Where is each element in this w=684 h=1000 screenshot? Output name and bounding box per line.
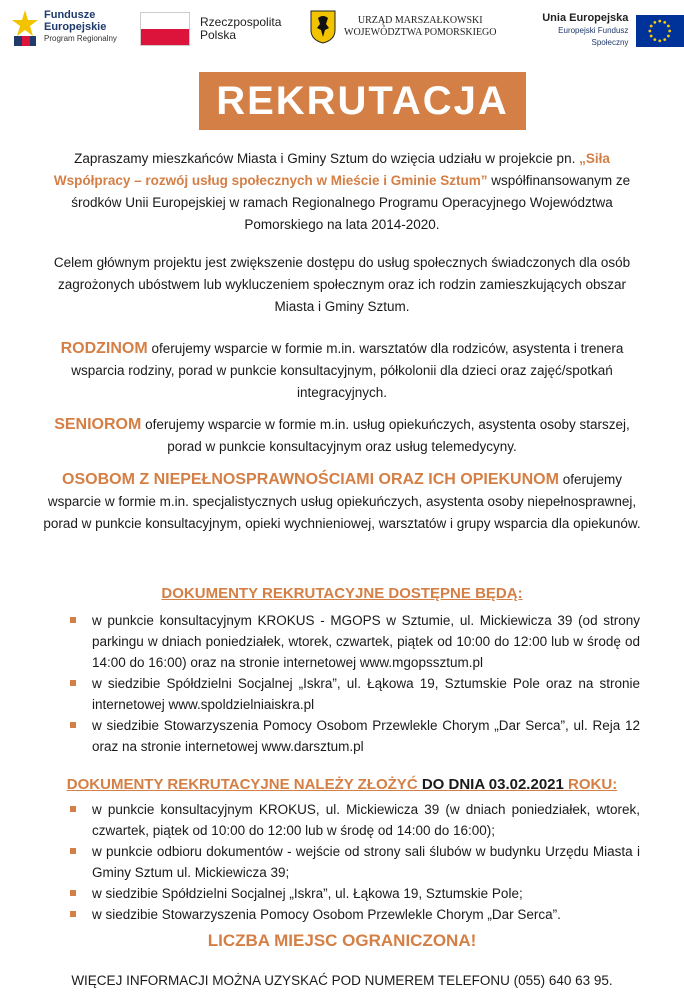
- um-line2: WOJEWÓDZTWA POMORSKIEGO: [344, 27, 497, 38]
- intro-part2: współfinansowanym ze środków Unii Europejskiej w ramach Regionalnego Programu Operacyjnego Województwa Pomorskiego na lata 2014-2020.: [71, 173, 631, 232]
- pomorskie-crest-icon: [310, 10, 336, 44]
- intro-paragraph: [40, 148, 644, 236]
- disabled-paragraph: [40, 469, 644, 535]
- docs-available-heading: DOKUMENTY REKRUTACYJNE DOSTĘPNE BĘDĄ:: [161, 585, 523, 602]
- logo-fundusze-europejskie: [12, 6, 117, 48]
- limited-places-notice: LICZBA MIEJSC OGRANICZONA!: [207, 931, 477, 950]
- docs-submit-list: [70, 799, 640, 925]
- submit-deadline: DO DNIA 03.02.2021: [421, 776, 564, 793]
- logo-bar: [0, 0, 684, 58]
- fe-line3: Program Regionalny: [44, 34, 117, 43]
- rp-line2: Polska: [200, 28, 237, 42]
- rekrutacja-banner: REKRUTACJA: [199, 72, 526, 130]
- eu-flag-icon: [636, 15, 684, 47]
- fe-star-icon: [12, 6, 38, 48]
- ue-line1: Unia Europejska: [542, 12, 629, 24]
- docs-submit-heading: [40, 776, 644, 793]
- list-item: w siedzibie Stowarzyszenia Pomocy Osobom Przewlekle Chorym „Dar Serca”, ul. Reja 12 oraz na stronie internetowej www.darsztum.pl: [70, 715, 640, 757]
- disabled-text: oferujemy wsparcie w formie m.in. specjalistycznych usług opiekuńczych, asystenta osoby niepełnosprawnej, porad w punkcie konsultacyjnym, opieki wychnieniowej, warsztatów i grupy wsparcia dla opiekunów.: [43, 472, 641, 531]
- fe-line2: Europejskie: [44, 21, 107, 33]
- goal-paragraph: Celem głównym projektu jest zwiększenie dostępu do usług społecznych świadczonych dla osób zagrożonych ubóstwem lub wykluczeniem społecznym oraz ich rodzin zamieszkujących obszar Miasta i Gminy Sztum.: [53, 255, 631, 314]
- families-keyword: RODZINOM: [60, 340, 148, 357]
- logo-rzeczpospolita: [140, 12, 281, 46]
- disabled-keyword: OSOBOM Z NIEPEŁNOSPRAWNOŚCIAMI ORAZ ICH OPIEKUNOM: [62, 471, 559, 488]
- rp-line1: Rzeczpospolita: [200, 15, 282, 29]
- list-item: w siedzibie Spółdzielni Socjalnej „Iskra”, ul. Łąkowa 19, Sztumskie Pole;: [70, 883, 640, 904]
- list-item: w siedzibie Spółdzielni Socjalnej „Iskra”, ul. Łąkowa 19, Sztumskie Pole oraz na stronie internetowej www.spoldzielniaiskra.pl: [70, 673, 640, 715]
- list-item: w punkcie konsultacyjnym KROKUS, ul. Mickiewicza 39 (w dniach poniedziałek, wtorek, czwartek, piątek od 10:00 do 12:00 lub w środę od 14:00 do 16:00);: [70, 799, 640, 841]
- list-item: w punkcie odbioru dokumentów - wejście od strony sali ślubów w budynku Urzędu Miasta i Gminy Sztum ul. Mickiewicza 39;: [70, 841, 640, 883]
- logo-unia-europejska: [520, 12, 684, 49]
- contact-footer: WIĘCEJ INFORMACJI MOŻNA UZYSKAĆ POD NUMEREM TELEFONU (055) 640 63 95.: [71, 973, 613, 988]
- docs-available-list: [70, 610, 640, 757]
- list-item: w punkcie konsultacyjnym KROKUS - MGOPS w Sztumie, ul. Mickiewicza 39 (od strony parkingu w dniach poniedziałek, wtorek, czwartek, piątek od 10:00 do 12:00 lub w środę od 14:00 do 16:00) oraz na stronie internetowej www.mgopssztum.pl: [70, 610, 640, 673]
- families-text: oferujemy wsparcie w formie m.in. warsztatów dla rodziców, asystenta i trenera wsparcia rodziny, porad w punkcie konsultacyjnym, półkolonii dla dzieci oraz zajęć/spotkań integracyjnych.: [71, 341, 624, 400]
- project-name: „Siła Współpracy – rozwój usług społecznych w Mieście i Gminie Sztum”: [53, 151, 610, 188]
- submit-heading-c: ROKU:: [563, 776, 618, 793]
- fe-line1: Fundusze: [44, 9, 96, 21]
- list-item: w siedzibie Stowarzyszenia Pomocy Osobom Przewlekle Chorym „Dar Serca”.: [70, 904, 640, 925]
- um-line1: URZĄD MARSZAŁKOWSKI: [357, 15, 483, 26]
- ue-line2: Europejski Fundusz Społeczny: [558, 26, 629, 47]
- seniors-text: oferujemy wsparcie w formie m.in. usług opiekuńczych, asystenta osoby starszej, porad w punkcie konsultacyjnym oraz usług telemedycyny.: [141, 417, 630, 454]
- intro-part1: Zapraszamy mieszkańców Miasta i Gminy Sztum do wzięcia udziału w projekcie pn.: [74, 151, 580, 166]
- logo-urzad-marszalkowski: [310, 10, 497, 44]
- submit-heading-a: DOKUMENTY REKRUTACYJNE NALEŻY ZŁOŻYĆ: [66, 776, 422, 793]
- polish-flag-icon: [140, 12, 190, 46]
- seniors-keyword: SENIOROM: [54, 416, 142, 433]
- families-paragraph: [40, 338, 644, 404]
- seniors-paragraph: [40, 414, 644, 458]
